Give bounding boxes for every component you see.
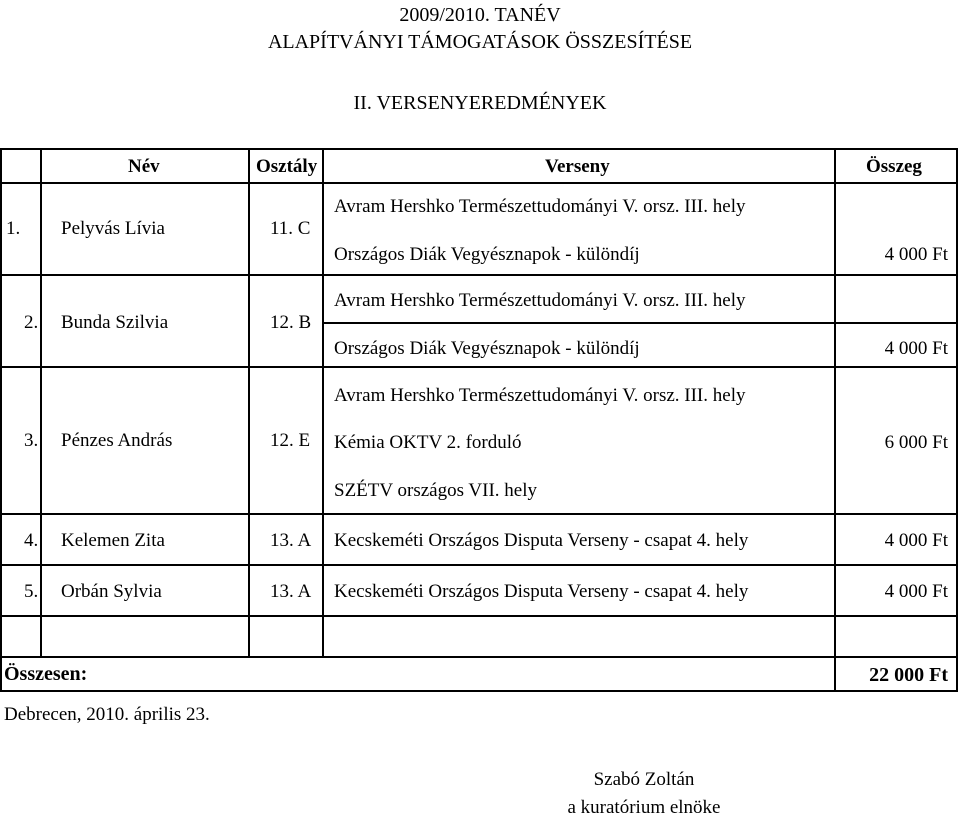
- column-divider: [40, 148, 42, 658]
- signer-name: Szabó Zoltán: [593, 769, 695, 790]
- contest-entry: Kecskeméti Országos Disputa Verseny - csapat 4. hely: [334, 530, 749, 551]
- table-right-border: [956, 148, 958, 692]
- column-divider: [322, 148, 324, 658]
- row-divider: [0, 615, 958, 617]
- student-class: 12. B: [270, 312, 312, 333]
- blank-row-bottom-border: [0, 656, 958, 658]
- contest-entry: Kecskeméti Országos Disputa Verseny - csapat 4. hely: [334, 581, 749, 602]
- row-number: 3.: [24, 430, 39, 451]
- row-divider: [0, 274, 958, 276]
- row-amount: 4 000 Ft: [884, 581, 948, 602]
- header-name: Név: [128, 156, 160, 177]
- total-amount: 22 000 Ft: [869, 664, 948, 686]
- section-title: II. VERSENYEREDMÉNYEK: [353, 92, 607, 114]
- contest-entry: Országos Diák Vegyésznapok - különdíj: [334, 338, 640, 359]
- row-amount: 4 000 Ft: [884, 530, 948, 551]
- student-class: 12. E: [270, 430, 311, 451]
- student-name: Pelyvás Lívia: [61, 218, 165, 239]
- row-amount: 6 000 Ft: [884, 432, 948, 453]
- row-amount: 4 000 Ft: [884, 338, 948, 359]
- student-class: 11. C: [270, 218, 311, 239]
- contest-entry: Avram Hershko Természettudományi V. orsz. III. hely: [334, 196, 746, 217]
- contest-entry: Avram Hershko Természettudományi V. orsz. III. hely: [334, 290, 746, 311]
- student-name: Bunda Szilvia: [61, 312, 169, 333]
- row-divider: [0, 513, 958, 515]
- header-bottom-border: [0, 182, 958, 184]
- student-class: 13. A: [270, 581, 312, 602]
- school-year: 2009/2010. TANÉV: [399, 4, 561, 26]
- header-class: Osztály: [256, 156, 318, 177]
- header-amount: Összeg: [866, 156, 922, 177]
- place-date: Debrecen, 2010. április 23.: [4, 704, 210, 725]
- total-label: Összesen:: [4, 663, 88, 685]
- table-left-border: [0, 148, 2, 692]
- row-number: 1.: [6, 218, 21, 239]
- row-number: 4.: [24, 530, 39, 551]
- contest-entry: Kémia OKTV 2. forduló: [334, 432, 522, 453]
- student-name: Kelemen Zita: [61, 530, 165, 551]
- contest-entry: Országos Diák Vegyésznapok - különdíj: [334, 244, 640, 265]
- column-divider: [834, 148, 836, 692]
- signer-title: a kuratórium elnöke: [567, 797, 721, 818]
- contest-entry: Avram Hershko Természettudományi V. orsz. III. hely: [334, 385, 746, 406]
- column-divider: [248, 148, 250, 658]
- student-class: 13. A: [270, 530, 312, 551]
- total-row-bottom-border: [0, 690, 958, 692]
- table-top-border: [0, 148, 958, 150]
- header-contest: Verseny: [545, 156, 610, 177]
- document-title: ALAPÍTVÁNYI TÁMOGATÁSOK ÖSSZESÍTÉSE: [267, 31, 693, 53]
- row-divider: [0, 366, 958, 368]
- student-name: Orbán Sylvia: [61, 581, 162, 602]
- row-inner-divider: [322, 322, 958, 324]
- contest-entry: SZÉTV országos VII. hely: [334, 480, 537, 501]
- row-divider: [0, 564, 958, 566]
- row-amount: 4 000 Ft: [884, 244, 948, 265]
- student-name: Pénzes András: [61, 430, 173, 451]
- row-number: 2.: [24, 312, 39, 333]
- row-number: 5.: [24, 581, 39, 602]
